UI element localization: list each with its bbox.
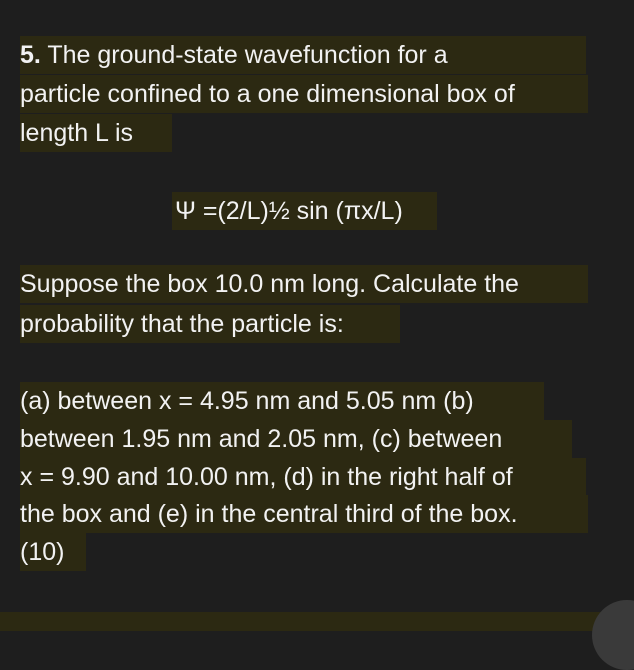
parts-line-1: (a) between x = 4.95 nm and 5.05 nm (b) [20, 382, 544, 420]
question-line-3: length L is [20, 114, 172, 152]
question-number: 5. [20, 41, 41, 69]
parts-line-3: x = 9.90 and 10.00 nm, (d) in the right half of [20, 458, 586, 496]
question-line-2: particle confined to a one dimensional box of [20, 75, 588, 113]
question-line-1 [20, 36, 586, 74]
wavefunction-equation: Ψ =(2/L)½ sin (πx/L) [172, 192, 437, 230]
setup-line-2: probability that the particle is: [20, 305, 400, 343]
parts-line-2: between 1.95 nm and 2.05 nm, (c) between [20, 420, 572, 458]
question-intro-1: The ground-state wavefunction for a [47, 41, 448, 69]
marks-label: (10) [20, 533, 86, 571]
corner-overlay [592, 600, 634, 670]
setup-line-1: Suppose the box 10.0 nm long. Calculate the [20, 265, 588, 303]
bottom-highlight-bar [0, 612, 634, 631]
parts-line-4: the box and (e) in the central third of the box. [20, 495, 588, 533]
